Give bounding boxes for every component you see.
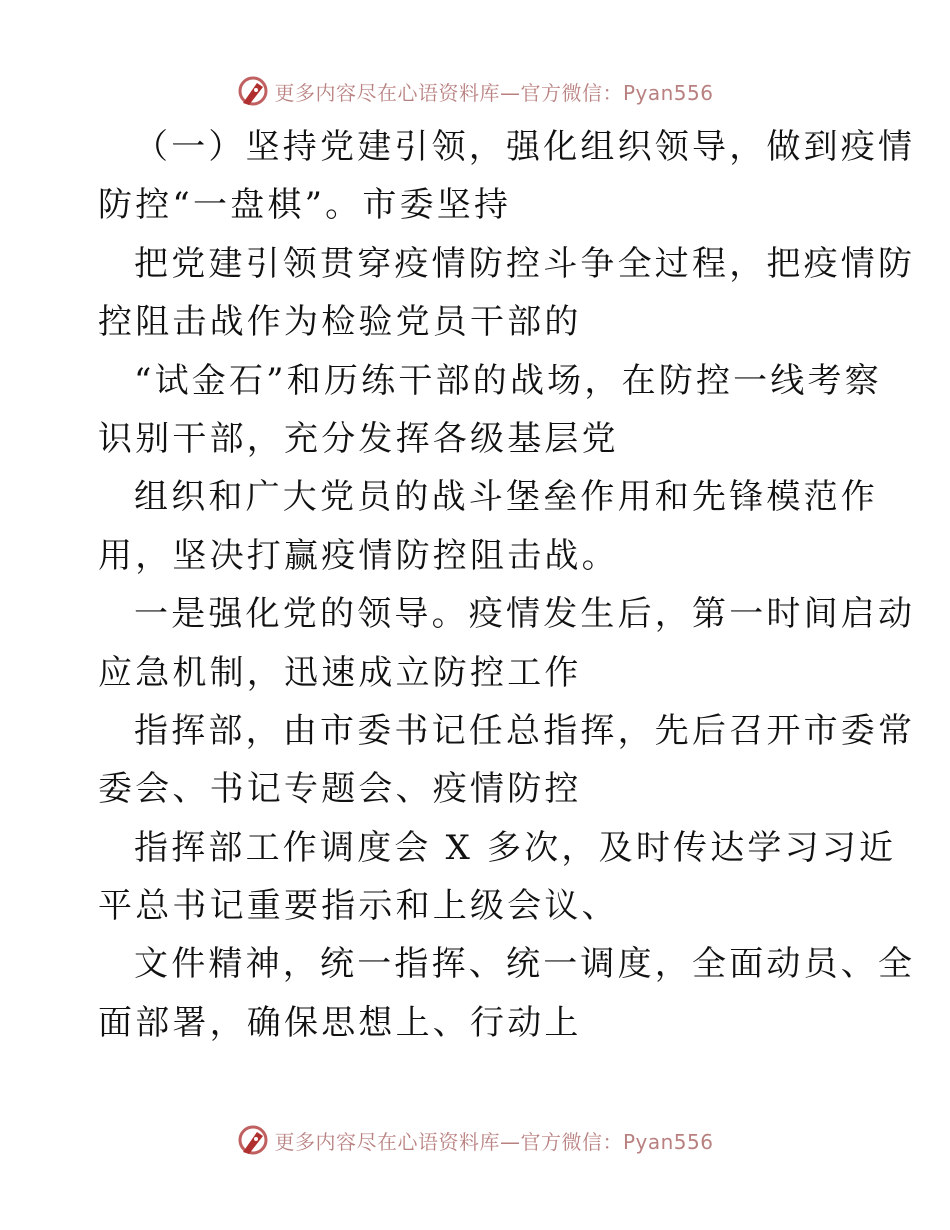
pen-nib-circle-icon: [236, 74, 270, 108]
text-line: 应急机制，迅速成立防控工作: [98, 652, 582, 693]
text-line: 指挥部，由市委书记任总指挥，先后召开市委常: [134, 710, 916, 751]
text-line: 识别干部，充分发挥各级基层党: [98, 418, 619, 459]
header-watermark: [0, 71, 950, 111]
text-line: （一）坚持党建引领，强化组织领导，做到疫情: [134, 127, 916, 167]
text-line: 控阻击战作为检验党员干部的: [98, 302, 582, 343]
text-line: 一是强化党的领导。疫情发生后，第一时间启动: [134, 594, 916, 635]
text-line: 指挥部工作调度会 X 多次，及时传达学习习近: [134, 827, 897, 868]
watermark-text: 更多内容尽在心语资料库—官方微信：Pyan556: [274, 80, 714, 105]
text-line: 用，坚决打赢疫情防控阻击战。: [98, 535, 619, 576]
text-line: 面部署，确保思想上、行动上: [98, 1002, 582, 1043]
text-line: 文件精神，统一指挥、统一调度，全面动员、全: [134, 944, 916, 985]
text-line: 组织和广大党员的战斗堡垒作用和先锋模范作: [134, 477, 878, 518]
watermark-text: 更多内容尽在心语资料库—官方微信：Pyan556: [274, 1129, 714, 1154]
text-line: 平总书记重要指示和上级会议、: [98, 886, 619, 927]
pen-nib-circle-icon: [236, 1123, 270, 1157]
footer-watermark: [0, 1120, 950, 1160]
text-line: “试金石”和历练干部的战场，在防控一线考察: [134, 360, 882, 401]
document-body: [98, 118, 916, 1052]
text-line: 防控“一盘棋”。市委坚持: [98, 185, 512, 226]
text-line: 把党建引领贯穿疫情防控斗争全过程，把疫情防: [134, 243, 916, 284]
text-line: 委会、书记专题会、疫情防控: [98, 769, 582, 810]
